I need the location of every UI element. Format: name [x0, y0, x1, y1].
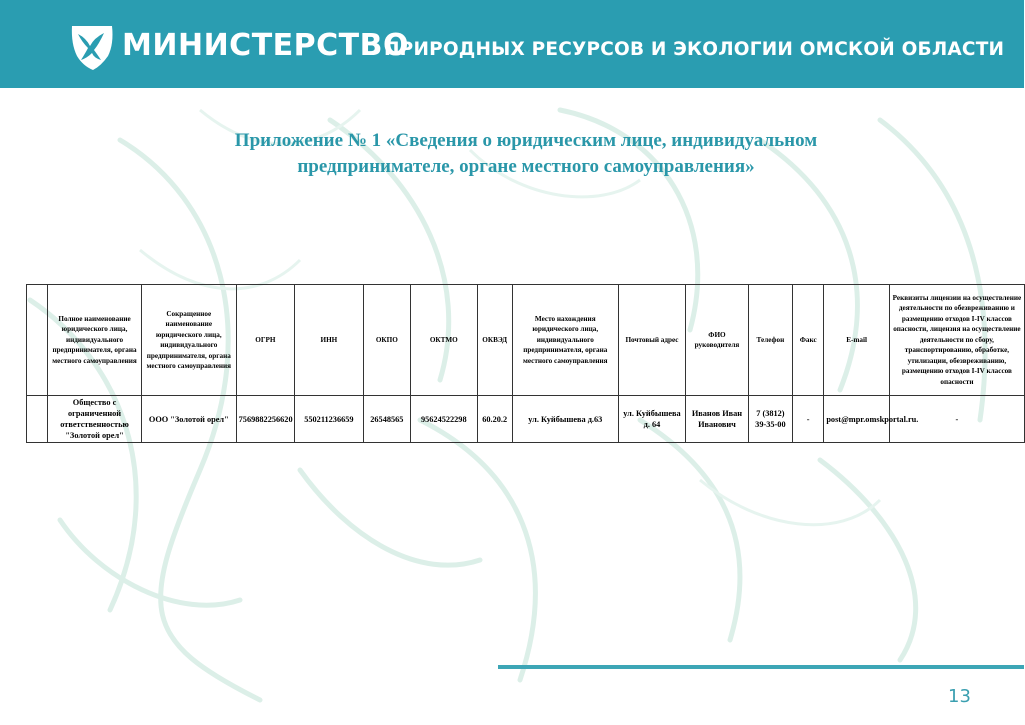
- header-cell: ОКПО: [363, 285, 410, 396]
- table-cell: 7569882256620: [236, 396, 294, 443]
- header-cell: ОКВЭД: [477, 285, 512, 396]
- table-cell: Общество с ограниченной ответственностью "Золотой орел": [48, 396, 142, 443]
- eagle-emblem-icon: [68, 20, 118, 72]
- table-cell: Иванов Иван Иванович: [686, 396, 749, 443]
- table-cell: 550211236659: [295, 396, 364, 443]
- table-cell: 60.20.2: [477, 396, 512, 443]
- title-line-2: предпринимателе, органе местного самоуправления»: [297, 156, 755, 177]
- header-cell: Факс: [793, 285, 824, 396]
- title-line-1: Приложение № 1 «Сведения о юридическим лице, индивидуальном: [234, 130, 818, 151]
- header-cell: E-mail: [824, 285, 890, 396]
- header-cell: ОГРН: [236, 285, 294, 396]
- table-cell: ул. Куйбышева д. 64: [618, 396, 686, 443]
- page-title: [150, 128, 902, 180]
- footer-divider: [498, 665, 1024, 669]
- ministry-subtitle: ПРИРОДНЫХ РЕСУРСОВ И ЭКОЛОГИИ ОМСКОЙ ОБЛАСТИ: [384, 39, 1005, 60]
- entity-info-table: [26, 284, 1025, 443]
- table-cell: -: [793, 396, 824, 443]
- header-cell: ОКТМО: [411, 285, 478, 396]
- table-cell: -: [889, 396, 1024, 443]
- header-cell: Почтовый адрес: [618, 285, 686, 396]
- header-cell: Место нахождения юридического лица, индивидуального предпринимателя, органа местного самоуправления: [512, 285, 618, 396]
- header-cell: ФИО руководителя: [686, 285, 749, 396]
- table-cell: 95624522298: [411, 396, 478, 443]
- ministry-name: МИНИСТЕРСТВО: [122, 28, 409, 63]
- header-cell: [27, 285, 48, 396]
- table-cell: [27, 396, 48, 443]
- header-cell: Сокращенное наименование юридического лица, индивидуального предпринимателя, органа местного самоуправления: [141, 285, 236, 396]
- table-cell: ООО "Золотой орел": [141, 396, 236, 443]
- header-cell: Полное наименование юридического лица, индивидуального предпринимателя, органа местного самоуправления: [48, 285, 142, 396]
- table-cell: 7 (3812) 39-35-00: [748, 396, 792, 443]
- header-cell: Телефон: [748, 285, 792, 396]
- header-banner: [0, 0, 1024, 88]
- table-row: [27, 396, 1025, 443]
- page-number: 13: [948, 686, 971, 707]
- table-cell: 26548565: [363, 396, 410, 443]
- header-cell: Реквизиты лицензии на осуществление деятельности по обезвреживанию и размещению отходов I-IV классов опасности, лицензия на осуществление деятельности по сбору, транспортированию, обработке, утилизации, обезвреживанию, размещению отходов I-IV классов опасности: [889, 285, 1024, 396]
- table-cell: post@mpr.omskportal.ru.: [824, 396, 890, 443]
- header-cell: ИНН: [295, 285, 364, 396]
- table-header-row: [27, 285, 1025, 396]
- table-cell: ул. Куйбышева д.63: [512, 396, 618, 443]
